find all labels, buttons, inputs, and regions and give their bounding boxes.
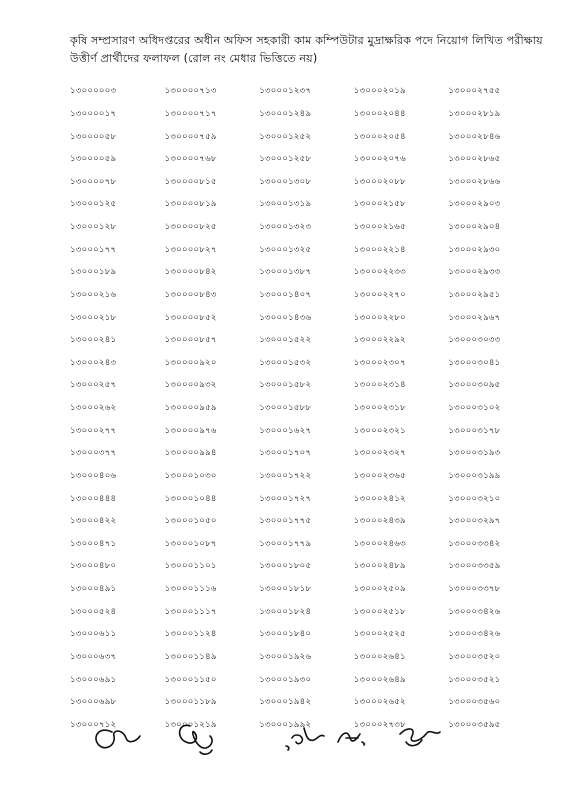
roll-number: ১৩০০০১৬২৭: [259, 425, 312, 436]
roll-number-table: [70, 80, 543, 736]
roll-number: ১৩০০০১৫৩২: [259, 357, 312, 368]
roll-number: ১৩০০০১৭৭৯: [259, 538, 312, 549]
roll-number: ১৩০০০২২৮০: [353, 312, 406, 323]
roll-number: ১৩০০০২০৭৬: [353, 154, 406, 165]
roll-number: ১৩০০০১৮৯: [70, 267, 117, 278]
signature-4: [338, 733, 364, 745]
roll-number: ১৩০০০০৮১৯: [164, 199, 217, 210]
roll-number: ১৩০০০২৯৫১: [448, 289, 501, 300]
roll-number: ১৩০০০১২৮: [70, 222, 117, 233]
roll-number: ১৩০০০৭১২: [70, 719, 117, 730]
roll-number: ১৩০০০১৭০৭: [259, 448, 312, 459]
table-row: [70, 171, 543, 194]
roll-number: ১৩০০০০০৩: [70, 86, 117, 97]
roll-number: ১৩০০০০৮২৭: [164, 244, 217, 255]
roll-number: ১৩০০০২১৬: [70, 289, 117, 300]
table-row: [70, 442, 543, 465]
roll-number: ১৩০০০২৩১৪: [353, 380, 406, 391]
roll-number: ১৩০০০২৩২৭: [353, 448, 406, 459]
roll-number: ১৩০০০২২৩৩: [353, 267, 406, 278]
roll-number: ১৩০০০৬৯৮: [70, 697, 117, 708]
roll-number: ১৩০০০১১১৭: [164, 606, 217, 617]
roll-number: ১৩০০০১৮১৮: [259, 584, 312, 595]
roll-number: ১৩০০০১৫৮২: [259, 380, 312, 391]
roll-number: ১৩০০০১৫৮৮: [259, 403, 312, 414]
roll-number: ১৩০০০৩৪২৬: [448, 629, 501, 640]
table-row: [70, 600, 543, 623]
roll-number: ১৩০০০০৭৮: [70, 176, 117, 187]
roll-number: ১৩০০০১১৮৯: [164, 697, 217, 708]
roll-number: ১৩০০০২৫১৮: [353, 606, 406, 617]
roll-number: ১৩০০০০৮২৫: [164, 222, 217, 233]
roll-number: ১৩০০০০৮১৫: [164, 176, 217, 187]
roll-number: ১৩০০০০৯২০: [164, 357, 217, 368]
roll-number: ১৩০০০২২৭০: [353, 289, 406, 300]
roll-number: ১৩০০০১৩১৯: [259, 199, 312, 210]
roll-number: ১৩০০০১১৪৯: [164, 651, 217, 662]
roll-number: ১৩০০০২৪১: [70, 335, 117, 346]
roll-number: ১৩০০০২০১৯: [353, 86, 406, 97]
roll-number: ১৩০০০১৩২৩: [259, 222, 312, 233]
roll-number: ১৩০০০২৪৩: [70, 357, 117, 368]
roll-number: ১৩০০০১৮০৫: [259, 561, 312, 572]
roll-number: ১৩০০০২৯৩০: [448, 244, 501, 255]
roll-number: ১৩০০০১৭২২: [259, 470, 312, 481]
roll-number: ১৩০০০৩০৩৩: [448, 335, 501, 346]
roll-number: ১৩০০০০৯৩২: [164, 380, 217, 391]
roll-number: ১৩০০০২৮১৯: [448, 108, 501, 119]
roll-number: ১৩০০০০৫৮: [70, 131, 117, 142]
heading-line-1: কৃষি সম্প্রসারণ অধিদপ্তরের অধীন অফিস সহকারী কাম কম্পিউটার মুদ্রাক্ষরিক পদে নিয়োগ লিখিত পরীক্ষায়: [70, 34, 543, 47]
roll-number: ১৩০০০২০৫৪: [353, 131, 406, 142]
roll-number: ১৩০০০০৭১৭: [164, 108, 217, 119]
roll-number: ১৩০০০১২১৯: [164, 719, 217, 730]
roll-number: ১৩০০০৫২৪: [70, 606, 117, 617]
roll-number: ১৩০০০২৩২১: [353, 425, 406, 436]
roll-number: ১৩০০০১৪৩৬: [259, 312, 312, 323]
roll-number: ১৩০০০০৮৪২: [164, 267, 217, 278]
roll-number: ১৩০০০৩৩৪২: [448, 538, 501, 549]
roll-number: ১৩০০০০৭৬৮: [164, 154, 217, 165]
roll-number: ১৩০০০২৭৭: [70, 425, 117, 436]
roll-number: ১৩০০০২৭৫৫: [448, 86, 501, 97]
roll-number: ১৩০০০০৫৯: [70, 154, 117, 165]
roll-number: ১৩০০০০৮৫৭: [164, 335, 217, 346]
signature-area: [0, 712, 566, 772]
table-row: [70, 103, 543, 126]
table-row: [70, 555, 543, 578]
roll-number: ১৩০০০২৩১৮: [353, 403, 406, 414]
roll-number: ১৩০০০০৭১৩: [164, 86, 217, 97]
roll-number: ১৩০০০২৮৬৫: [448, 154, 501, 165]
heading-line-2: উত্তীর্ণ প্রার্থীদের ফলাফল (রোল নং মেধার ভিত্তিতে নয়): [70, 52, 318, 65]
roll-number: ১৩০০০৪৯১: [70, 584, 117, 595]
roll-number: ১৩০০০২৯০৩: [448, 199, 501, 210]
roll-number: ১৩০০০১২৫৮: [259, 154, 312, 165]
roll-number: ১৩০০০৩২১০: [448, 493, 501, 504]
roll-number: ১৩০০০১০৫০: [164, 516, 217, 527]
roll-number: ১৩০০০৩১৯৯: [448, 470, 501, 481]
roll-number: ১৩০০০২৪৬৩: [353, 538, 406, 549]
table-row: [70, 578, 543, 601]
roll-number: ১৩০০০৩৭৭: [70, 448, 117, 459]
roll-number: ১৩০০০১৮৪০: [259, 629, 312, 640]
roll-number: ১৩০০০০৯৯৪: [164, 448, 217, 459]
roll-number: ১৩০০০১১০১: [164, 561, 217, 572]
roll-number: ১৩০০০৪৭১: [70, 538, 117, 549]
table-row: [70, 306, 543, 329]
roll-number: ১৩০০০১৩৮৭: [259, 267, 312, 278]
roll-number: ১৩০০০১৮২৪: [259, 606, 312, 617]
roll-number: ১৩০০০১৭২৭: [259, 493, 312, 504]
roll-number: ১৩০০০৩৫২০: [448, 651, 501, 662]
roll-number: ১৩০০০২৯০৪: [448, 222, 501, 233]
roll-number: ১৩০০০৩১৯৩: [448, 448, 501, 459]
table-row: [70, 646, 543, 669]
roll-number: ১৩০০০২৫৭: [70, 380, 117, 391]
roll-number: ১৩০০০৩৫৬০: [448, 697, 501, 708]
roll-number: ১৩০০০৩১৭৮: [448, 425, 501, 436]
table-row: [70, 216, 543, 239]
roll-number: ১৩০০০১৪০৭: [259, 289, 312, 300]
roll-number: ১৩০০০৩০৪১: [448, 357, 501, 368]
table-row: [70, 668, 543, 691]
table-row: [70, 193, 543, 216]
table-row: [70, 533, 543, 556]
table-row: [70, 465, 543, 488]
table-row: [70, 329, 543, 352]
table-row: [70, 487, 543, 510]
roll-number: ১৩০০০৩৫৯৫: [448, 719, 501, 730]
roll-number: ১৩০০০২০৪৪: [353, 108, 406, 119]
roll-number: ১৩০০০১৯৪২: [259, 697, 312, 708]
roll-number: ১৩০০০২৫২৫: [353, 629, 406, 640]
table-row: [70, 125, 543, 148]
table-row: [70, 284, 543, 307]
roll-number: ১৩০০০২১৫৮: [353, 199, 406, 210]
roll-number: ১৩০০০১৯৯২: [259, 719, 312, 730]
roll-number: ১৩০০০২৬৪১: [353, 651, 406, 662]
roll-number: ১৩০০০২০৮৮: [353, 176, 406, 187]
roll-number: ১৩০০০৪২২: [70, 516, 117, 527]
roll-number: ১৩০০০১০৩০: [164, 470, 217, 481]
roll-number: ১৩০০০১৭৭: [70, 244, 117, 255]
roll-number: ১৩০০০০৮৫২: [164, 312, 217, 323]
roll-number: ১৩০০০১২৫২: [259, 131, 312, 142]
roll-number: ১৩০০০১৫২২: [259, 335, 312, 346]
roll-number: ১৩০০০১৭৭৫: [259, 516, 312, 527]
roll-number: ১৩০০০৩৩৫৯: [448, 561, 501, 572]
signature-1: [96, 730, 140, 748]
roll-number: ১৩০০০৩০৯৫: [448, 380, 501, 391]
roll-number: ১৩০০০০৭৫৯: [164, 131, 217, 142]
roll-number: ১৩০০০০৯৭৬: [164, 425, 217, 436]
roll-number: ১৩০০০৩২৯৭: [448, 516, 501, 527]
roll-number: ১৩০০০৬৯১: [70, 674, 117, 685]
roll-number: ১৩০০০২৩৬৫: [353, 470, 406, 481]
roll-number: ১৩০০০২৬৫২: [353, 697, 406, 708]
roll-number: ১৩০০০১২৩৭: [259, 86, 312, 97]
table-row: [70, 80, 543, 103]
roll-number: ১৩০০০৬৩৭: [70, 651, 117, 662]
roll-number: ১৩০০০২৬২: [70, 403, 117, 414]
roll-number: ১৩০০০২২৯২: [353, 335, 406, 346]
roll-number: ১৩০০০১৩২৫: [259, 244, 312, 255]
table-row: [70, 148, 543, 171]
roll-number: ১৩০০০১১২৪: [164, 629, 217, 640]
committee-signatures: [0, 712, 566, 772]
roll-number: ১৩০০০১২৪৯: [259, 108, 312, 119]
table-row: [70, 261, 543, 284]
roll-number: ১৩০০০০১৭: [70, 108, 117, 119]
roll-number: ১৩০০০৪৮০: [70, 561, 117, 572]
roll-number: ১৩০০০২৭৩৮: [353, 719, 406, 730]
roll-number: ১৩০০০০৯৫৯: [164, 403, 217, 414]
roll-number: ১৩০০০৩১০২: [448, 403, 501, 414]
roll-number: ১৩০০০২১৬৫: [353, 222, 406, 233]
roll-number: ১৩০০০৪০৬: [70, 470, 117, 481]
roll-number: ১৩০০০২৬৪৯: [353, 674, 406, 685]
roll-number: ১৩০০০৩৪২৬: [448, 606, 501, 617]
roll-number: ১৩০০০২৩০৭: [353, 357, 406, 368]
roll-number: ১৩০০০৬১১: [70, 629, 117, 640]
table-row: [70, 623, 543, 646]
roll-number: ১৩০০০১০৪৪: [164, 493, 217, 504]
signature-5: [400, 729, 440, 746]
table-row: [70, 238, 543, 261]
roll-number: ১৩০০০২৯৩৩: [448, 267, 501, 278]
table-row: [70, 419, 543, 442]
table-row: [70, 374, 543, 397]
roll-number: ১৩০০০১২৫: [70, 199, 117, 210]
roll-number: ১৩০০০১১৫০: [164, 674, 217, 685]
roll-number: ১৩০০০৪৪৪: [70, 493, 117, 504]
roll-number: ১৩০০০১৯২৬: [259, 651, 312, 662]
signature-2: [180, 725, 212, 754]
roll-number: ১৩০০০২৪১২: [353, 493, 406, 504]
roll-number: ১৩০০০২৪৩৯: [353, 516, 406, 527]
table-row: [70, 691, 543, 714]
signature-3: [286, 728, 324, 750]
roll-number: ১৩০০০০৮৪৩: [164, 289, 217, 300]
roll-number: ১৩০০০২৫০৯: [353, 584, 406, 595]
roll-number: ১৩০০০১৯৩০: [259, 674, 312, 685]
roll-number: ১৩০০০১৩০৮: [259, 176, 312, 187]
roll-number: ১৩০০০২৪৮৯: [353, 561, 406, 572]
roll-number: ১৩০০০২২১৪: [353, 244, 406, 255]
roll-number: ১৩০০০১১১৬: [164, 584, 217, 595]
table-row: [70, 397, 543, 420]
roll-number: ১৩০০০২৮৬৬: [448, 176, 501, 187]
table-row: [70, 352, 543, 375]
roll-number: ১৩০০০৩৫২১: [448, 674, 501, 685]
notice-heading: [70, 32, 543, 68]
roll-number: ১৩০০০১০৮৭: [164, 538, 217, 549]
roll-number: ১৩০০০৩৩৭৮: [448, 584, 501, 595]
roll-number: ১৩০০০২১৮: [70, 312, 117, 323]
roll-number: ১৩০০০২৯৬৭: [448, 312, 501, 323]
roll-number: ১৩০০০২৮৪৬: [448, 131, 501, 142]
table-row: [70, 510, 543, 533]
